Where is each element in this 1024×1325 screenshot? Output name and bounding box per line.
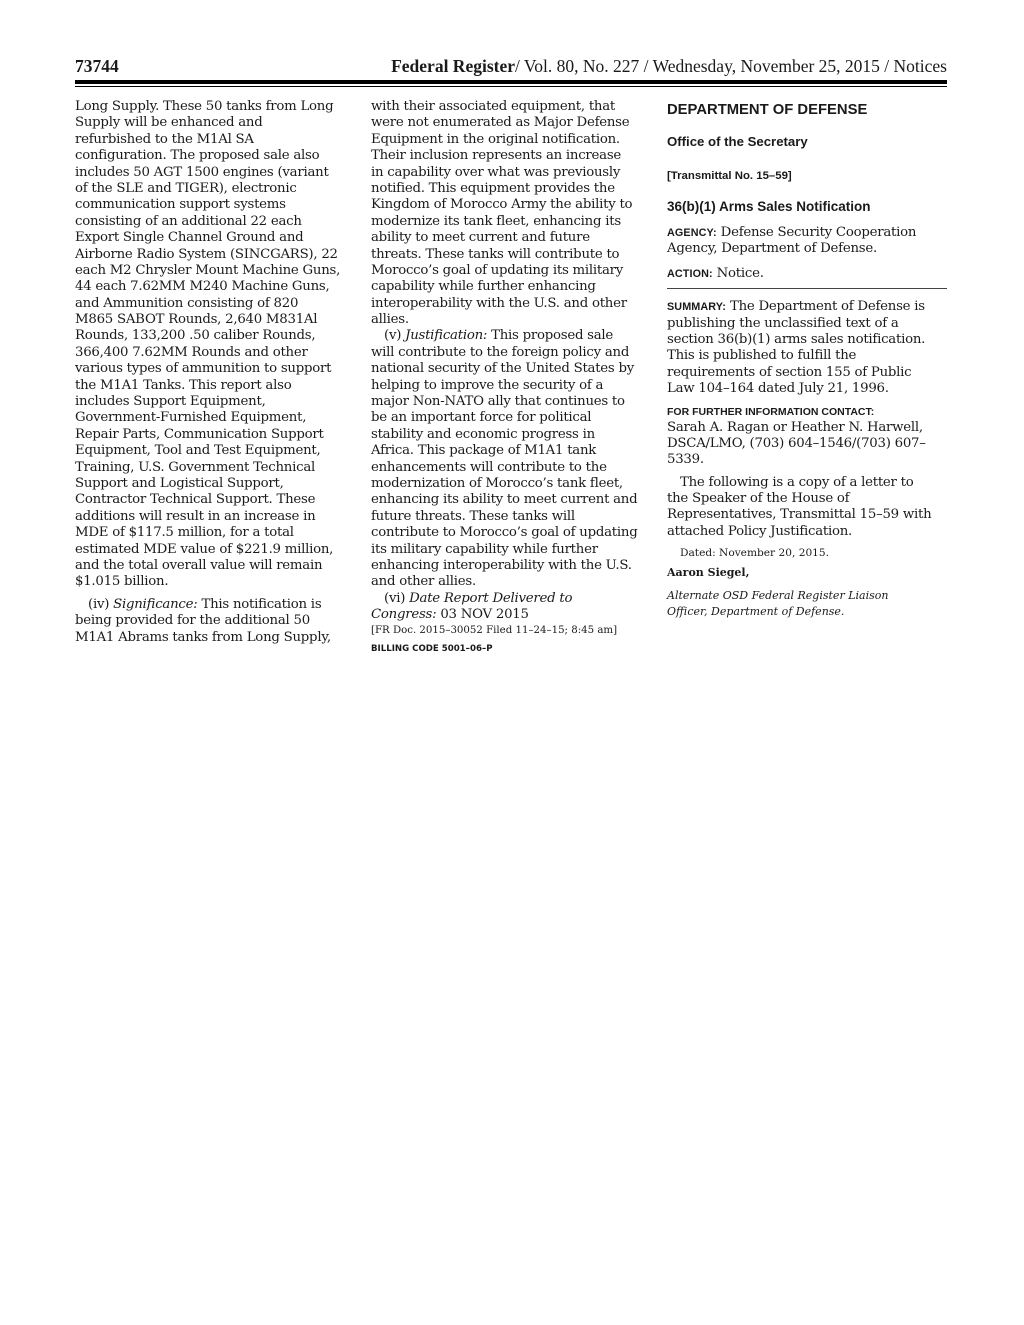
text-line: helping to improve the security of a (371, 377, 604, 393)
dated-line: Dated: November 20, 2015. (680, 547, 830, 560)
text-line: and other allies. (371, 574, 476, 590)
text-line: were not enumerated as Major Defense (371, 115, 630, 131)
text-line: This is published to fulfill the (667, 348, 857, 364)
text-line: ability to meet current and future (371, 230, 590, 246)
text-line: be an important force for political (371, 410, 592, 426)
text-line: Airborne Radio System (SINCGARS), 22 (75, 246, 338, 262)
text-line: with their associated equipment, that (371, 99, 616, 114)
text-line: Rounds, 133,200 .50 caliber Rounds, (75, 328, 316, 344)
text-line: Support and Logistical Support, (75, 475, 284, 491)
text-line: national security of the United States by (371, 361, 635, 377)
contact-label: FOR FURTHER INFORMATION CONTACT: (667, 405, 875, 418)
agency-heading: DEPARTMENT OF DEFENSE (667, 102, 868, 118)
summary-first-line: The Department of Defense is (729, 299, 925, 315)
text-line: allies. (371, 312, 409, 328)
text-line: notified. This equipment provides the (371, 180, 615, 196)
text-line: Contractor Technical Support. These (75, 492, 316, 508)
text-line: Representatives, Transmittal 15–59 with (667, 507, 932, 523)
significance-paragraph-start (75, 597, 358, 613)
text-line: includes Support Equipment, (75, 394, 266, 410)
text-line: Equipment in the original notification. (371, 131, 620, 147)
action-block (667, 266, 947, 282)
justification-text (371, 345, 654, 591)
text-line: MDE of $117.5 million, for a total (75, 525, 294, 541)
agency-label: AGENCY: (667, 227, 717, 239)
text-line: additions will result in an increase in (75, 508, 316, 524)
action-label: ACTION: (667, 267, 713, 280)
text-line: Long Supply. These 50 tanks from Long (75, 99, 334, 114)
text-line: major Non-NATO ally that continues to (371, 394, 625, 410)
text-line: the M1A1 Tanks. This report also (75, 377, 292, 393)
justification-prefix: (v) (384, 328, 402, 344)
running-header (75, 56, 947, 78)
text-line: Government-Furnished Equipment, (75, 410, 307, 426)
significance-text (75, 613, 358, 646)
text-line: various types of ammunition to support (75, 361, 332, 377)
transmittal-number: [Transmittal No. 15–59] (667, 170, 792, 182)
congress-label: Congress: (371, 607, 437, 623)
text-line: threats. These tanks will contribute to (371, 246, 620, 262)
significance-first-line: This notification is (201, 596, 322, 612)
date-prefix: (vi) (384, 590, 406, 606)
column-1 (75, 99, 358, 646)
text-line: Their inclusion represents an increase (371, 148, 622, 164)
header-rule-thin (75, 86, 947, 87)
text-line: Africa. This package of M1A1 tank (371, 443, 597, 459)
text-line: being provided for the additional 50 (75, 613, 310, 629)
text-line: 366,400 7.62MM Rounds and other (75, 344, 308, 360)
significance-prefix: (iv) (88, 596, 110, 612)
office-heading: Office of the Secretary (667, 134, 808, 149)
summary-block (667, 299, 947, 397)
agency-text-2: Agency, Department of Defense. (667, 241, 877, 257)
text-line: and the total overall value will remain (75, 557, 323, 573)
page-number: 73744 (75, 56, 119, 76)
text-line: interoperability with the U.S. and other (371, 295, 627, 311)
text-line: Law 104–164 dated July 21, 1996. (667, 381, 889, 397)
action-text: Notice. (716, 265, 764, 281)
text-line: Morocco’s goal of updating its military (371, 262, 624, 278)
justification-label: Justification: (405, 328, 488, 344)
following-text (667, 475, 947, 541)
col2-text (371, 99, 654, 328)
text-line: 5339. (667, 452, 704, 468)
agency-text-1: Defense Security Cooperation (720, 225, 917, 240)
col1-text (75, 99, 358, 591)
text-line: and Ammunition consisting of 820 (75, 295, 299, 311)
column-2 (371, 99, 654, 656)
header-rule-thick (75, 80, 947, 84)
text-line: Supply will be enhanced and (75, 115, 263, 131)
billing-code: BILLING CODE 5001–06–P (371, 643, 493, 654)
text-line: contribute to Morocco’s goal of updating (371, 525, 638, 541)
text-line: requirements of section 155 of Public (667, 364, 912, 380)
column-3 (667, 99, 947, 620)
text-line: Repair Parts, Communication Support (75, 426, 324, 442)
congress-date: 03 NOV 2015 (440, 607, 529, 623)
text-line: section 36(b)(1) arms sales notification. (667, 331, 926, 347)
text-line: communication support systems (75, 197, 286, 213)
text-line: Sarah A. Ragan or Heather N. Harwell, (667, 419, 923, 435)
text-line: The following is a copy of a letter to (680, 474, 914, 490)
summary-label: SUMMARY: (667, 301, 726, 314)
text-line: will contribute to the foreign policy and (371, 344, 630, 360)
text-line: publishing the unclassified text of a (667, 315, 899, 331)
text-line: future threats. These tanks will (371, 508, 575, 524)
text-line: configuration. The proposed sale also (75, 148, 320, 164)
text-line: the Speaker of the House of (667, 491, 850, 507)
summary-text (667, 316, 947, 398)
text-line: modernization of Morocco’s tank fleet, (371, 475, 623, 491)
contact-text (667, 420, 947, 469)
text-line: consisting of an additional 22 each (75, 213, 302, 229)
text-line: modernize its tank fleet, enhancing its (371, 213, 621, 229)
text-line: its military capability while further (371, 541, 598, 557)
section-divider (667, 288, 947, 289)
date-report-line (371, 591, 654, 607)
issue-info: / Vol. 80, No. 227 / Wednesday, November 25, 2015 / Notices (515, 56, 947, 76)
text-line: enhancing interoperability with the U.S. (371, 557, 632, 573)
text-line: Equipment, Tool and Test Equipment, (75, 443, 321, 459)
date-label: Date Report Delivered to (409, 590, 573, 606)
publication-name: Federal Register (391, 56, 515, 76)
justification-first-line: This proposed sale (491, 328, 614, 344)
signer-name: Aaron Siegel, (667, 566, 750, 580)
text-line: enhancements will contribute to the (371, 459, 607, 475)
fr-doc: [FR Doc. 2015–30052 Filed 11–24–15; 8:45 am] (371, 624, 618, 636)
text-line: capability while further enhancing (371, 279, 596, 295)
agency-block (667, 225, 947, 258)
text-line: M865 SABOT Rounds, 2,640 M831Al (75, 312, 318, 328)
justification-paragraph-start (371, 328, 654, 344)
text-line: estimated MDE value of $221.9 million, (75, 541, 334, 557)
text-line: refurbished to the M1Al SA (75, 131, 254, 147)
signer-title-1: Alternate OSD Federal Register Liaison (667, 589, 889, 603)
text-line: $1.015 billion. (75, 574, 169, 590)
text-line: stability and economic progress in (371, 426, 595, 442)
text-line: Training, U.S. Government Technical (75, 459, 316, 475)
significance-label: Significance: (113, 596, 198, 612)
text-line: each M2 Chrysler Mount Machine Guns, (75, 262, 341, 278)
text-line: DSCA/LMO, (703) 604–1546/(703) 607– (667, 435, 926, 451)
text-line: of the SLE and TIGER), electronic (75, 180, 297, 196)
text-line: attached Policy Justification. (667, 523, 853, 539)
document-title: 36(b)(1) Arms Sales Notification (667, 199, 871, 214)
signer-title-2: Officer, Department of Defense. (667, 605, 845, 619)
text-line: enhancing its ability to meet current and (371, 492, 638, 508)
text-line: Export Single Channel Ground and (75, 230, 304, 246)
running-head (391, 56, 947, 76)
text-line: in capability over what was previously (371, 164, 621, 180)
text-line: 44 each 7.62MM M240 Machine Guns, (75, 279, 330, 295)
text-line: Kingdom of Morocco Army the ability to (371, 197, 633, 213)
text-line: includes 50 AGT 1500 engines (variant (75, 164, 329, 180)
text-line: M1A1 Abrams tanks from Long Supply, (75, 629, 331, 645)
congress-date-line (371, 607, 654, 623)
